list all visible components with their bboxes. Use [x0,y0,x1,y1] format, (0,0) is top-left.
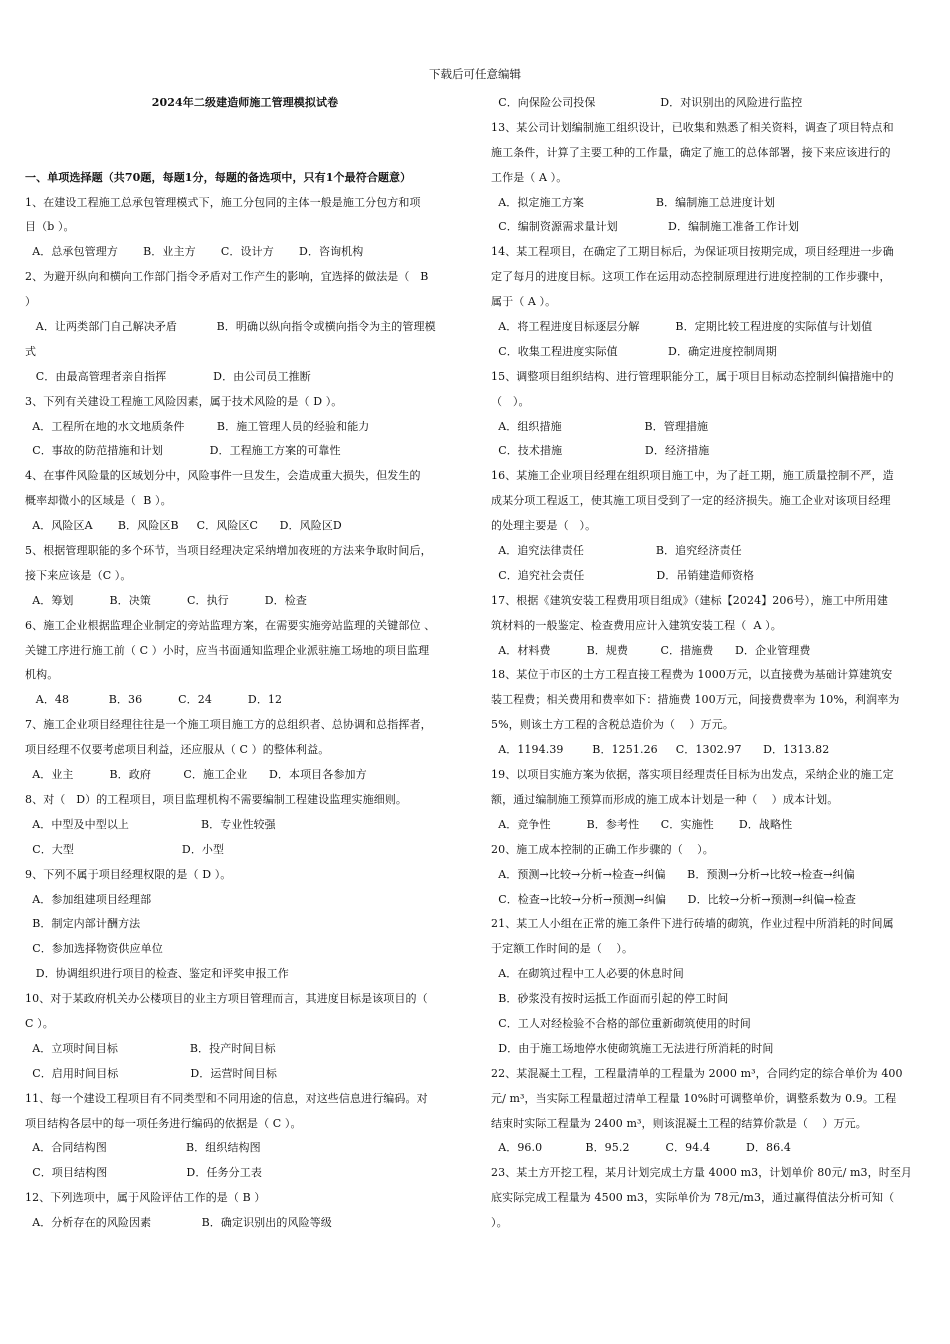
text-line: C．启用时间目标 D．运营时间目标 [25,1066,277,1080]
text-line: 17、根据《建筑安装工程费用项目组成》（建标【2024】206号），施工中所用建 [491,593,888,607]
text-line: 筑材料的一般鉴定、检查费用应计入建筑安装工程（ A ）。 [491,618,782,632]
text-line: B．制定内部计酬方法 [25,917,141,931]
text-line: A．在砌筑过程中工人必要的休息时间 [491,967,684,981]
text-line: C．追究社会责任 D．吊销建造师资格 [491,568,755,582]
text-line: 4、在事件风险量的区域划分中，风险事件一旦发生，会造成重大损失，但发生的 [25,469,421,483]
text-line [25,141,465,166]
text-line: 定了每月的进度目标。这项工作在运用动态控制原理进行进度控制的工作步骤中， [491,270,891,284]
text-line: 元/ m³，当实际工程量超过清单工程量 10%时可调整单价，调整系数为 0.9。工程 [491,1091,897,1105]
text-line: 式 [25,344,37,358]
text-line: A．材料费 B．规费 C．措施费 D．企业管理费 [491,643,811,657]
text-line: 11、每一个建设工程项目有不同类型和不同用途的信息，对这些信息进行编码。对 [25,1091,428,1105]
text-line: 14、某工程项目，在确定了工期目标后，为保证项目按期完成，项目经理进一步确 [491,245,894,259]
text-line: 19、以项目实施方案为依据，落实项目经理责任目标为出发点，采纳企业的施工定 [491,768,894,782]
text-line: 于定额工作时间的是（ ）。 [491,942,634,956]
page-header: 下载后可任意编辑 [429,67,521,81]
text-line: 底实际完成工程量为 4500 m3，实际单价为 78元/m3，通过赢得值法分析可知（ [491,1191,895,1205]
text-line: A．工程所在地的水文地质条件 B．施工管理人员的经验和能力 [25,419,370,433]
text-line: 结束时实际工程量为 2400 m³，则该混凝土工程的结算价款是（ ）万元。 [491,1116,867,1130]
text-line: 23、某土方开挖工程，某月计划完成土方量 4000 m3，计划单价 80元/ m3，时至月 [491,1166,913,1180]
right-column [491,91,928,1236]
text-line: A．参加组建项目经理部 [25,892,152,906]
text-line: A．合同结构图 B．组织结构图 [25,1141,261,1155]
left-column [25,91,465,1236]
text-line: 6、施工企业根据监理企业制定的旁站监理方案，在需要实施旁站监理的关键部位 、 [25,618,436,632]
text-line: 7、施工企业项目经理往往是一个施工项目施工方的总组织者、总协调和总指挥者， [25,718,432,732]
text-line: A．筹划 B．决策 C．执行 D．检查 [25,593,307,607]
text-line: A．追究法律责任 B．追究经济责任 [491,544,742,558]
text-line: 1、在建设工程施工总承包管理模式下，施工分包同的主体一般是施工分包方和项 [25,195,421,209]
text-line: 项目结构各层中的每一项任务进行编码的依据是（ C ）。 [25,1116,302,1130]
text-line: 9、下列不属于项目经理权限的是（ D ）。 [25,867,232,881]
text-line: 属于（ A ）。 [491,295,557,309]
text-line: A．立项时间目标 B．投产时间目标 [25,1041,276,1055]
text-line: A．96.0 B．95.2 C．94.4 D．86.4 [491,1141,791,1155]
text-line: A．48 B．36 C．24 D．12 [25,693,283,707]
text-line: 22、某混凝土工程，工程量清单的工程量为 2000 m³，合同约定的综合单价为 400 [491,1066,903,1080]
text-line: 12、下列选项中，属于风险评估工作的是（ B ） [25,1191,266,1205]
text-line: 10、对于某政府机关办公楼项目的业主方项目管理而言，其进度目标是该项目的（ [25,992,428,1006]
text-line: 13、某公司计划编制施工组织设计，已收集和熟悉了相关资料，调查了项目特点和 [491,120,894,134]
text-line: （ ）。 [491,394,530,408]
text-line: A．将工程进度目标逐层分解 B．定期比较工程进度的实际值与计划值 [491,320,873,334]
text-line: ）。 [491,1216,508,1230]
text-line [25,116,465,141]
text-line: B．砂浆没有按时运抵工作面而引起的停工时间 [491,992,729,1006]
text-line: C．技术措施 D．经济措施 [491,444,710,458]
text-line: D．协调组织进行项目的检查、鉴定和评奖申报工作 [25,967,289,981]
text-line: A．组织措施 B．管理措施 [491,419,709,433]
text-line: C ）。 [25,1016,54,1030]
text-line: A．竞争性 B．参考性 C．实施性 D．战略性 [491,817,793,831]
text-line: A．总承包管理方 B．业主方 C．设计方 D．咨询机构 [25,245,364,259]
section-heading: 一、单项选择题（共70题，每题1分，每题的备选项中，只有1个最符合题意） [25,170,412,184]
text-line: C．参加选择物资供应单位 [25,942,163,956]
text-line: 成某分项工程返工，使其施工项目受到了一定的经济损失。施工企业对该项目经理 [491,494,891,508]
text-line: 8、对（ D）的工程项目，项目监理机构不需要编制工程建设监理实施细则。 [25,792,408,806]
text-line: 接下来应该是（C ）。 [25,568,132,582]
text-line: 15、调整项目组织结构、进行管理职能分工，属于项目目标动态控制纠偏措施中的 [491,369,894,383]
text-line: C．事故的防范措施和计划 D．工程施工方案的可靠性 [25,444,341,458]
text-line: A．预测→比较→分析→检查→纠偏 B．预测→分析→比较→检查→纠偏 [491,867,855,881]
text-line: 工作是（ A ）。 [491,170,568,184]
text-line: 项目经理不仅要考虑项目利益，还应服从（ C ）的整体利益。 [25,743,330,757]
text-line: 20、施工成本控制的正确工作步骤的（ ）。 [491,842,714,856]
text-line: 5%，则该土方工程的含税总造价为（ ）万元。 [491,718,734,732]
text-line: 18、某位于市区的土方工程直接工程费为 1000万元，以直接费为基础计算建筑安 [491,668,893,682]
text-line: A．拟定施工方案 B．编制施工总进度计划 [491,195,776,209]
text-line: 5、根据管理职能的多个环节，当项目经理决定采纳增加夜班的方法来争取时间后， [25,544,432,558]
text-line: C．工人对经检验不合格的部位重新砌筑使用的时间 [491,1016,751,1030]
text-line: A．风险区A B．风险区B C．风险区C D．风险区D [25,519,342,533]
text-line: 16、某施工企业项目经理在组织项目施工中，为了赶工期，施工质量控制不严，造 [491,469,894,483]
exam-title: 2024年二级建造师施工管理模拟试卷 [151,96,339,109]
text-line: A．让两类部门自己解决矛盾 B．明确以纵向指令或横向指令为主的管理模 [25,320,436,334]
text-line: C．向保险公司投保 D．对识别出的风险进行监控 [491,96,803,109]
text-line: A．中型及中型以上 B．专业性较强 [25,817,276,831]
text-line: 施工条件，计算了主要工种的工作量，确定了施工的总体部署，接下来应该进行的 [491,145,891,159]
text-line: 目（b ）。 [25,220,75,234]
text-line: C．项目结构图 D．任务分工表 [25,1166,262,1180]
text-line: 装工程费；相关费用和费率如下：措施费 100万元，间接费费率为 10%，利润率为 [491,693,900,707]
text-line: D．由于施工场地停水使砌筑施工无法进行所消耗的时间 [491,1041,774,1055]
text-line: 概率却微小的区域是（ B ）。 [25,494,172,508]
text-line: 关键工序进行施工前（ C ）小时，应当书面通知监理企业派驻施工场地的项目监理 [25,643,430,657]
text-line: 21、某工人小组在正常的施工条件下进行砖墙的砌筑，作业过程中所消耗的时间属 [491,917,894,931]
text-line: C．检查→比较→分析→预测→纠偏 D．比较→分析→预测→纠偏→检查 [491,892,856,906]
text-line: C．大型 D．小型 [25,842,225,856]
text-line: 2、为避开纵向和横向工作部门指令矛盾对工作产生的影响，宜选择的做法是（ B [25,270,429,284]
text-line: 的处理主要是（ ）。 [491,519,597,533]
text-line: 机构。 [25,668,59,682]
text-line: A．分析存在的风险因素 B．确定识别出的风险等级 [25,1216,332,1230]
text-line: A．业主 B．政府 C．施工企业 D．本项目各参加方 [25,768,367,782]
text-line: 额，通过编制施工预算而形成的施工成本计划是一种（ ）成本计划。 [491,792,839,806]
text-line: C．收集工程进度实际值 D．确定进度控制周期 [491,344,777,358]
text-line: C．由最高管理者亲自指挥 D．由公司员工推断 [25,369,311,383]
text-line: A．1194.39 B．1251.26 C．1302.97 D．1313.82 [491,743,830,757]
text-line: ） [25,295,37,309]
text-line: C．编制资源需求量计划 D．编制施工准备工作计划 [491,220,800,234]
text-line: 3、下列有关建设工程施工风险因素，属于技术风险的是（ D ）。 [25,394,343,408]
